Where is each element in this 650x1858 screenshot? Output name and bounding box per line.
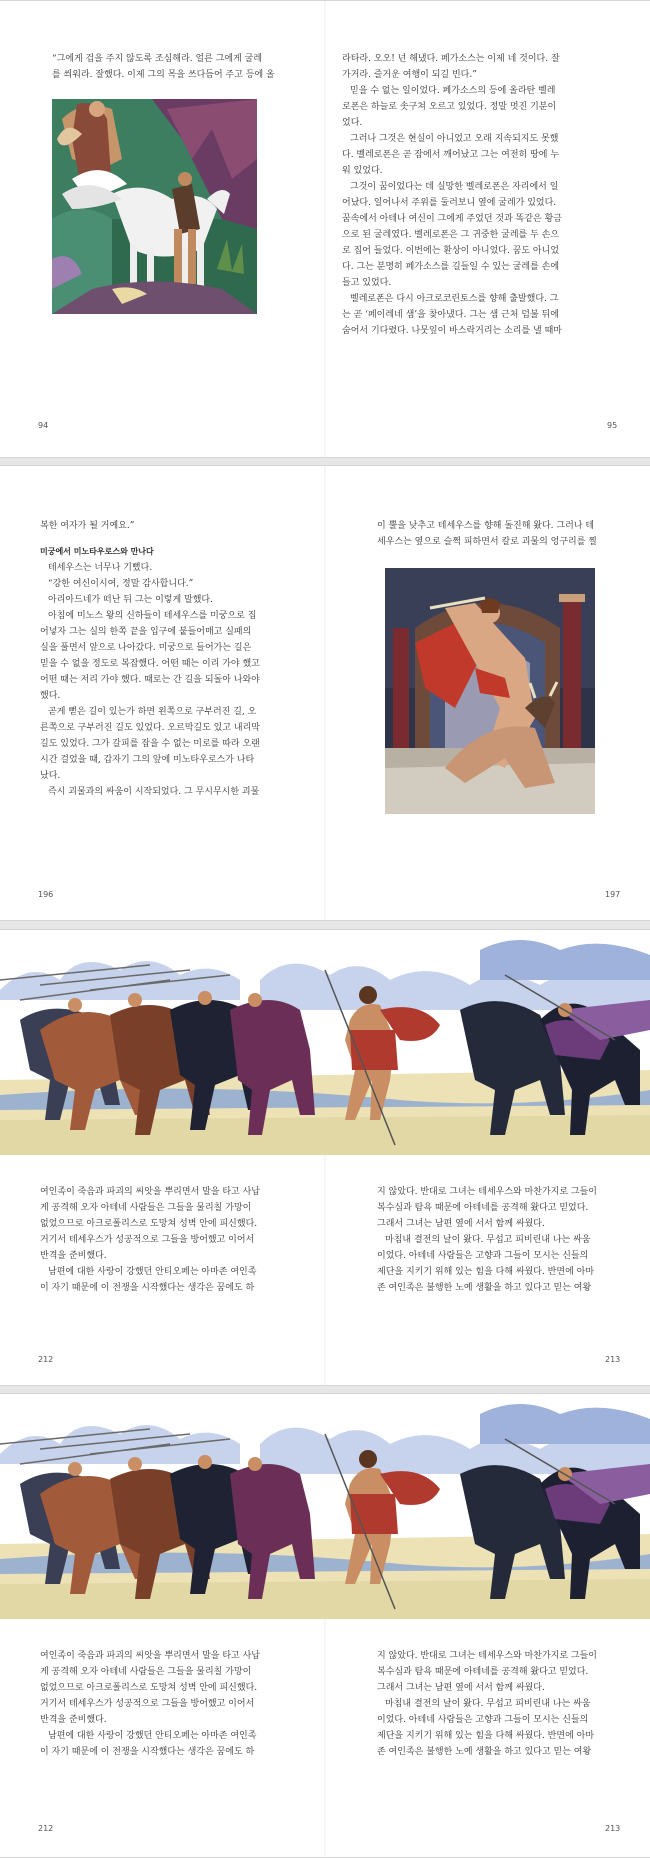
text-line: 어떤 때는 저리 가야 했다. 때로는 간 길을 되돌아 나와야 [40, 675, 260, 685]
text-line: 이었다. 아테네 사람들은 고향과 그들이 모시는 신들의 [377, 1251, 589, 1261]
text-line: 숨어서 기다렸다. 나뭇잎이 바스락거리는 소리를 낼 때마 [342, 326, 562, 336]
text-line: 어넣자 그는 실의 한쪽 끝을 입구에 붙들어매고 실패의 [40, 627, 252, 637]
athena-pegasus-illustration [52, 99, 257, 314]
book-spread-94-95 [0, 0, 650, 458]
text-line: 로 집어 들었다. 이번에는 환상이 아니었다. 꿈도 아니었 [342, 246, 560, 256]
text-line: 반격을 준비했다. [40, 1251, 107, 1261]
page-94-text [52, 51, 292, 83]
text-line: 실을 풀면서 앞으로 나아갔다. 미궁으로 들어가는 길은 [40, 643, 252, 653]
text-line: 가거라. 즐거운 여행이 되길 빈다.” [342, 70, 477, 80]
page-212 [0, 930, 325, 1385]
page-number: 94 [38, 421, 49, 430]
text-line: 아리아드네가 떠난 뒤 그는 이렇게 말했다. [48, 595, 213, 605]
text-line: 그러나 그것은 현실이 아니었고 오래 지속되지도 못했 [350, 134, 559, 144]
text-line: 로폰은 하늘로 솟구쳐 오르고 있었다. 정말 멋진 기분이 [342, 102, 557, 112]
text-line: 남편에 대한 사랑이 강했던 안티오페는 아마존 여인족 [48, 1267, 257, 1277]
page-213 [325, 1394, 650, 1857]
text-line: 복한 여자가 될 거예요.” [40, 521, 135, 531]
text-line: 복수심과 탐욕 때문에 아테네를 공격해 왔다고 믿었다. [377, 1203, 589, 1213]
page-196-text [40, 518, 315, 800]
text-line: 는 곧 ‘페이레네 샘’을 찾아냈다. 그는 샘 근처 덤불 뒤에 [342, 310, 559, 320]
page-number: 213 [605, 1824, 621, 1833]
text-line: 마침내 결전의 날이 왔다. 무섭고 피비린내 나는 싸움 [385, 1235, 591, 1245]
text-line: 이었다. 아테네 사람들은 고향과 그들이 모시는 신들의 [377, 1715, 589, 1725]
page-number: 212 [38, 1824, 54, 1833]
text-line: 존 여인족은 불행한 노예 생활을 하고 있다고 믿는 여왕 [377, 1747, 592, 1757]
book-spread-196-197 [0, 465, 650, 921]
text-line: 그것이 꿈이었다는 데 실망한 벨레로폰은 자리에서 일 [350, 182, 559, 192]
text-line: 했다. [40, 691, 61, 701]
text-line: 마침내 결전의 날이 왔다. 무섭고 피비린내 나는 싸움 [385, 1699, 591, 1709]
page-212 [0, 1394, 325, 1857]
page-number: 196 [38, 890, 54, 899]
book-spread-212-213 [0, 929, 650, 1386]
text-line: 곧게 뻗은 길이 있는가 하면 왼쪽으로 구부러진 길, 오 [48, 707, 257, 717]
text-line: 제단을 지키기 위해 있는 힘을 다해 싸웠다. 반면에 아마 [377, 1267, 595, 1277]
text-line: 시간 걸었을 때, 갑자기 그의 앞에 미노타우로스가 나타 [40, 755, 255, 765]
page-213-text [377, 1184, 639, 1296]
text-line: 믿을 수 없는 일이었다. 페가소스의 등에 올라탄 벨레 [350, 86, 556, 96]
page-95-text [342, 51, 622, 339]
text-line: 들고 있었다. [342, 278, 392, 288]
text-line: 었다. [342, 118, 363, 128]
text-line: 그래서 그녀는 남편 옆에 서서 함께 싸웠다. [377, 1683, 545, 1693]
text-line: 제단을 지키기 위해 있는 힘을 다해 싸웠다. 반면에 아마 [377, 1731, 595, 1741]
text-line: 없었으므로 아크로폴리스로 도망쳐 성벽 안에 피신했다. [40, 1683, 258, 1693]
text-line: 다. 그는 분명히 페가소스를 길들일 수 있는 굴레를 손에 [342, 262, 560, 272]
section-heading: 미궁에서 미노타우로스와 만나다 [40, 547, 154, 556]
text-line: 길도 있었다. 그가 갈피를 잡을 수 없는 미로를 따라 오랜 [40, 739, 260, 749]
text-line: 여인족이 죽음과 파괴의 씨앗을 뿌리면서 말을 타고 사납 [40, 1651, 260, 1661]
text-line: 없었으므로 아크로폴리스로 도망쳐 성벽 안에 피신했다. [40, 1219, 258, 1229]
text-line: 를 씌워라. 잘했다. 이제 그의 목을 쓰다듬어 주고 등에 올 [52, 70, 275, 80]
text-line: 게 공격해 오자 아테네 사람들은 그들을 물리칠 가망이 [40, 1667, 252, 1677]
page-94 [0, 1, 325, 457]
text-line: “그에게 겁을 주지 않도록 조심해라. 얼른 그에게 굴레 [52, 54, 263, 64]
text-line: 거기서 테세우스가 성공적으로 그들을 방어했고 이어서 [40, 1699, 255, 1709]
text-line: 지 않았다. 반대로 그녀는 테세우스와 마찬가지로 그들이 [377, 1187, 597, 1197]
page-196 [0, 466, 325, 920]
text-line: 으로 된 굴레였다. 벨레로폰은 그 귀중한 굴레를 두 손으 [342, 230, 560, 240]
book-spread-212-213-duplicate [0, 1393, 650, 1858]
page-212-text [40, 1648, 315, 1760]
page-197-text [377, 518, 637, 550]
theseus-minotaur-illustration [385, 568, 595, 814]
text-line: 이 뿔을 낮추고 테세우스를 향해 돌진해 왔다. 그러나 테 [377, 521, 595, 531]
text-line: 반격을 준비했다. [40, 1715, 107, 1725]
page-number: 213 [605, 1355, 621, 1364]
page-number: 212 [38, 1355, 54, 1364]
text-line: “강한 여신이시여, 정말 감사합니다.” [48, 579, 194, 589]
text-line: 거기서 테세우스가 성공적으로 그들을 방어했고 이어서 [40, 1235, 255, 1245]
text-line: 복수심과 탐욕 때문에 아테네를 공격해 왔다고 믿었다. [377, 1667, 589, 1677]
text-line: 다. 벨레로폰은 곧 잠에서 깨어났고 그는 여전히 땅에 누 [342, 150, 560, 160]
text-line: 른쪽으로 구부러진 길도 있었다. 오르막길도 있고 내리막 [40, 723, 260, 733]
text-line: 이 자기 때문에 이 전쟁을 시작했다는 생각은 꿈에도 하 [40, 1747, 255, 1757]
text-line: 꿈속에서 아테나 여신이 그에게 주었던 것과 똑같은 황금 [342, 214, 562, 224]
text-line: 그래서 그녀는 남편 옆에 서서 함께 싸웠다. [377, 1219, 545, 1229]
text-line: 벨레로폰은 다시 아크로코린토스를 향해 출발했다. 그 [350, 294, 559, 304]
page-95 [325, 1, 650, 457]
text-line: 세우스는 옆으로 슬쩍 피하면서 칼로 괴물의 엉구리를 찔 [377, 537, 597, 547]
text-line: 테세우스는 너무나 기뻤다. [48, 563, 153, 573]
text-line: 지 않았다. 반대로 그녀는 테세우스와 마찬가지로 그들이 [377, 1651, 597, 1661]
text-line: 이 자기 때문에 이 전쟁을 시작했다는 생각은 꿈에도 하 [40, 1283, 255, 1293]
text-line: 남편에 대한 사랑이 강했던 안티오페는 아마존 여인족 [48, 1731, 257, 1741]
text-line: 어났다. 일어나서 주위를 둘러보니 옆에 굴레가 있었다. [342, 198, 557, 208]
text-line: 게 공격해 오자 아테네 사람들은 그들을 물리칠 가망이 [40, 1203, 252, 1213]
text-line: 라타라. 오오! 넌 해냈다. 페가소스는 이제 네 것이다. 잘 [342, 54, 560, 64]
page-213-text [377, 1648, 639, 1760]
page-number: 95 [607, 421, 618, 430]
page-number: 197 [605, 890, 621, 899]
page-213 [325, 930, 650, 1385]
text-line: 존 여인족은 불행한 노예 생활을 하고 있다고 믿는 여왕 [377, 1283, 592, 1293]
text-line: 아침에 미노스 왕의 신하들이 테세우스를 미궁으로 집 [48, 611, 257, 621]
text-line: 났다. [40, 771, 61, 781]
text-line: 워 있었다. [342, 166, 383, 176]
text-line: 믿을 수 없을 정도로 복잡했다. 어떤 때는 이리 가야 했고 [40, 659, 260, 669]
page-212-text [40, 1184, 315, 1296]
page-197 [325, 466, 650, 920]
text-line: 즉시 괴물과의 싸움이 시작되었다. 그 무시무시한 괴물 [48, 787, 260, 797]
text-line: 여인족이 죽음과 파괴의 씨앗을 뿌리면서 말을 타고 사납 [40, 1187, 260, 1197]
